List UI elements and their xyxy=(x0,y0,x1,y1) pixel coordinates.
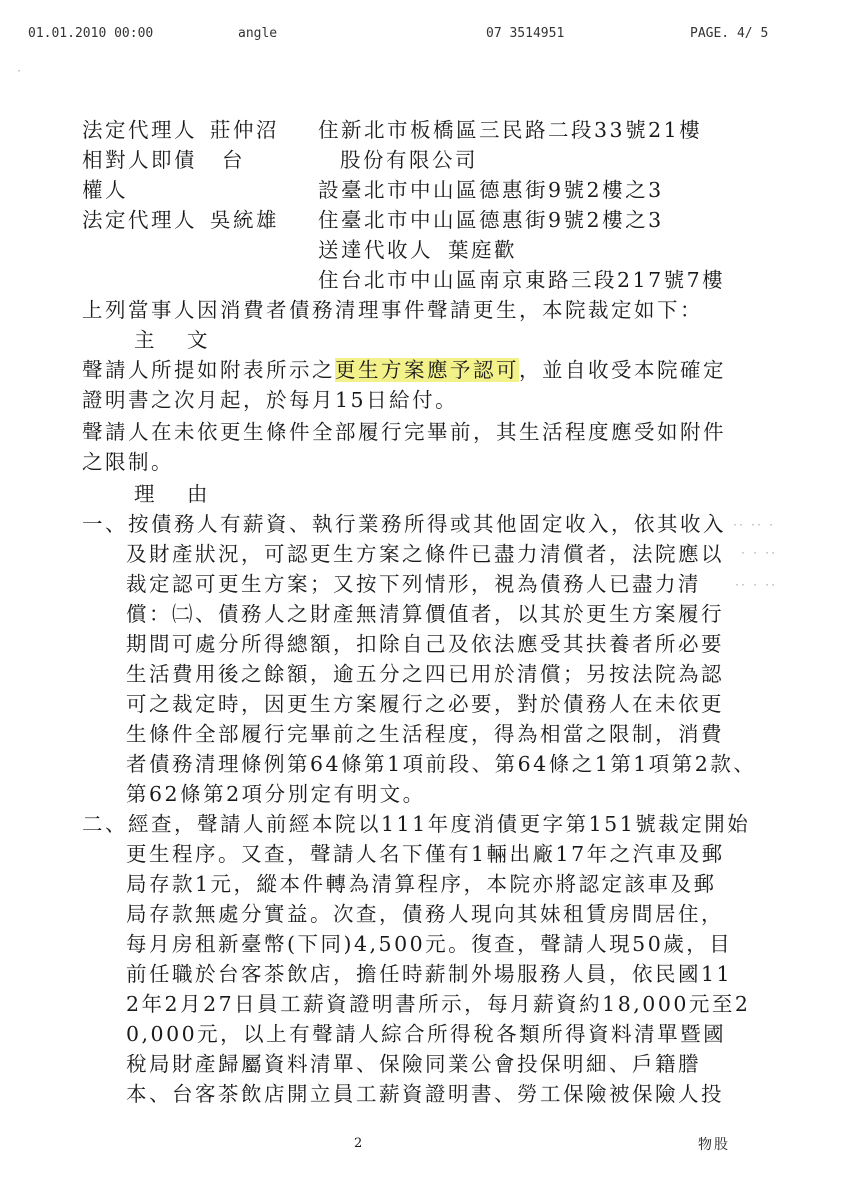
opp-label: 相對人即債 xyxy=(82,148,197,172)
rep1-label: 法定代理人 xyxy=(82,118,197,142)
rep2-label: 法定代理人 xyxy=(82,208,197,232)
reason-s2-line: 2年2月27日員工薪資證明書所示，每月薪資約18,000元至2 xyxy=(126,992,751,1016)
scan-artifact: · · ·· xyxy=(740,548,777,559)
reason-s2-line: 前任職於台客茶飲店，擔任時薪制外場服務人員，依民國11 xyxy=(126,962,733,986)
reason-s2-line: 0,000元，以上有聲請人綜合所得稅各類所得資料清單暨國 xyxy=(126,1022,727,1046)
opp-name: 台 xyxy=(222,148,245,172)
fax-sender: angle xyxy=(238,26,278,41)
reason-s2-line: 每月房租新臺幣(下同)4,500元。復查，聲請人現50歲，目 xyxy=(126,932,733,956)
main-p1-highlight: 更生方案應予認可 xyxy=(335,358,519,382)
rep1-address: 住新北市板橋區三民路二段33號21樓 xyxy=(318,118,703,142)
reason-s2-line: 局存款無處分實益。次查，債務人現向其妹租賃房間居住， xyxy=(126,902,724,926)
fax-phone: 07 3514951 xyxy=(486,26,565,41)
reason-s2-line: 本、台客茶飲店開立員工薪資證明書、勞工保險被保險人投 xyxy=(126,1082,724,1106)
reason-s1-line: 可之裁定時，因更生方案履行之必要，對於債務人在未依更 xyxy=(126,692,724,716)
reason-s2-line: 稅局財產歸屬資料清單、保險同業公會投保明細、戶籍謄 xyxy=(126,1052,701,1076)
reason-s1-line: 者債務清理條例第64條第1項前段、第64條之1第1項第2款、 xyxy=(126,752,757,776)
scan-artifact: ·· · ·· xyxy=(734,580,777,591)
opp-address: 設臺北市中山區德惠街9號2樓之3 xyxy=(318,178,664,202)
main-p1-text-b: ，並自收受本院確定 xyxy=(519,358,726,382)
main-p2-line1: 聲請人在未依更生條件全部履行完畢前，其生活程度應受如附件 xyxy=(82,420,726,444)
reason-s2-line: 更生程序。又查，聲請人名下僅有1輛出廠17年之汽車及郵 xyxy=(126,842,725,866)
fax-datetime: 01.01.2010 00:00 xyxy=(28,26,154,41)
agent-label: 送達代收人 xyxy=(318,238,433,262)
rep1-name: 莊仲沼 xyxy=(210,118,279,142)
rep2-address: 住臺北市中山區德惠街9號2樓之3 xyxy=(318,208,664,232)
rep2-name: 吳統雄 xyxy=(210,208,279,232)
reason-s1-line: 生條件全部履行完畢前之生活程度，得為相當之限制，消費 xyxy=(126,722,724,746)
scan-artifact: · xyxy=(16,66,23,77)
reason-s1-line: 期間可處分所得總額，扣除自己及依法應受其扶養者所必要 xyxy=(126,632,724,656)
reason-s1-line: 償：㈡、債務人之財產無清算價值者，以其於更生方案履行 xyxy=(126,602,724,626)
reason-s1-line: 生活費用後之餘額，逾五分之四已用於清償；另按法院為認 xyxy=(126,662,724,686)
scan-artifact: ·· ·· · xyxy=(732,520,775,531)
reason-s2-line: 局存款1元，縱本件轉為清算程序，本院亦將認定該車及郵 xyxy=(126,872,717,896)
agent-name: 葉庭歡 xyxy=(448,238,517,262)
reason-s1-line: 第62條第2項分別定有明文。 xyxy=(126,782,426,806)
reason-s1-line: 一、按債務人有薪資、執行業務所得或其他固定收入，依其收入 xyxy=(82,512,726,536)
fax-page: PAGE. 4/ 5 xyxy=(690,26,769,41)
reason-s1-line: 裁定認可更生方案；又按下列情形，視為債務人已盡力清 xyxy=(126,572,701,596)
main-p2-line2: 之限制。 xyxy=(82,450,174,474)
reason-s2-line: 二、經查，聲請人前經本院以111年度消債更字第151號裁定開始 xyxy=(82,812,751,836)
main-heading: 主 文 xyxy=(134,328,214,352)
department-label: 物股 xyxy=(698,1137,730,1153)
main-p1-line2: 證明書之次月起，於每月15日給付。 xyxy=(82,388,459,412)
agent-address: 住台北市中山區南京東路三段217號7樓 xyxy=(318,268,726,292)
page-number: 2 xyxy=(354,1136,363,1151)
main-p1-text-a: 聲請人所提如附表所示之 xyxy=(82,358,335,382)
reason-heading: 理 由 xyxy=(134,482,214,506)
intro-line: 上列當事人因消費者債務清理事件聲請更生，本院裁定如下： xyxy=(82,298,703,322)
reason-s1-line: 及財產狀況，可認更生方案之條件已盡力清償者，法院應以 xyxy=(126,542,724,566)
main-p1-line1 xyxy=(82,358,726,382)
opp-label-cont: 權人 xyxy=(82,178,128,202)
opp-company-suffix: 股份有限公司 xyxy=(340,148,478,172)
